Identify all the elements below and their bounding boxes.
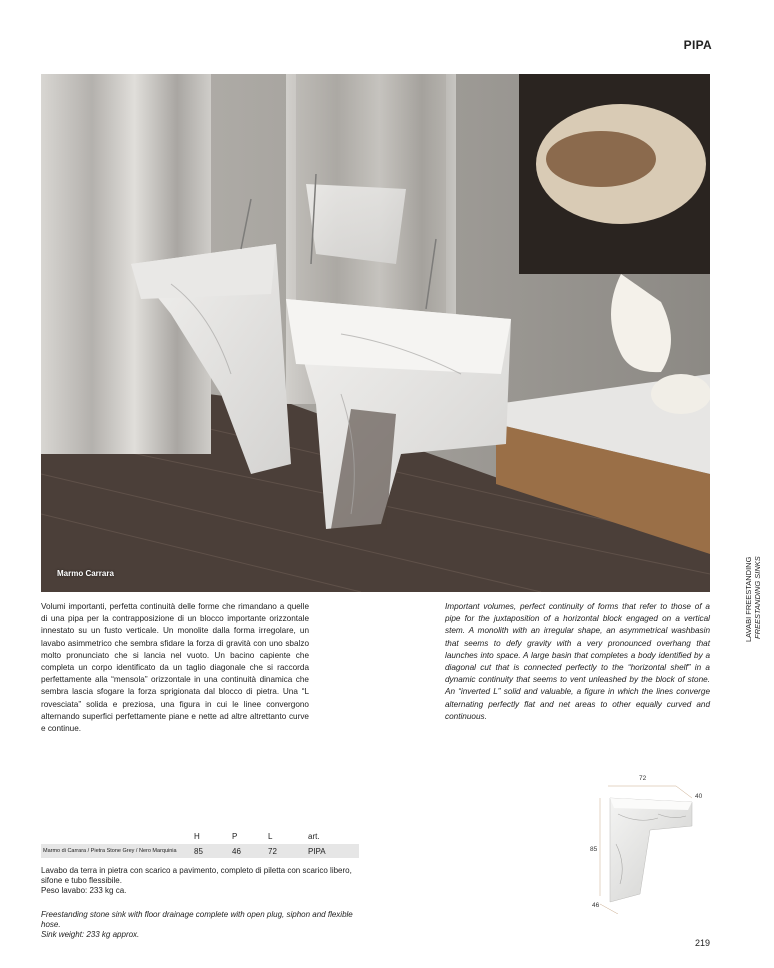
spec-cell-material: Marmo di Carrara / Pietra Stone Grey / Nero Marquinia	[43, 848, 177, 854]
sink-dimension-illustration	[588, 774, 710, 914]
spec-cell-l: 72	[268, 846, 277, 856]
spec-table	[41, 832, 359, 858]
spec-table-row	[41, 844, 359, 858]
product-description-it	[41, 866, 361, 896]
spec-table-header	[41, 832, 359, 844]
section-side-label	[742, 550, 774, 640]
bathroom-scene-image	[41, 74, 710, 592]
dimension-drawing	[588, 774, 710, 914]
hero-photo	[41, 74, 710, 592]
dimension-height: 85	[590, 846, 598, 853]
spec-header-p: P	[232, 832, 238, 841]
dimension-width: 72	[639, 775, 647, 782]
dimension-depth-base: 46	[592, 902, 600, 909]
side-label-en: FREESTANDING SINKS	[753, 556, 762, 639]
spec-header-l: L	[268, 832, 273, 841]
product-description-en	[41, 910, 361, 940]
spec-cell-h: 85	[194, 846, 203, 856]
product-description-en-line1: Freestanding stone sink with floor drainage complete with open plug, siphon and flexible hose.	[41, 910, 353, 929]
spec-cell-art: PIPA	[308, 846, 326, 856]
description-en: Important volumes, perfect continuity of forms that refer to those of a pipe for the juxtaposition of a horizontal block engaged on a vertical stem. A monolith with an irregular shape, an asymmetrical washbasin that seems to defy gravity with a very pronounced overhang that launches into space. A large basin that completes a body identified by a diagonal cut that is connected perfectly to the “horizontal shelf” in a dynamic continuity that seems to vent unleashed by the block of stone. An “inverted L” solid and valuable, a figure in which the lines converge alternating perfectly flat and net areas to other equally curved and continuous.	[445, 602, 710, 721]
product-name: PIPA	[683, 38, 712, 52]
spec-header-h: H	[194, 832, 200, 841]
dimension-depth-top: 40	[695, 793, 703, 800]
description-it: Volumi importanti, perfetta continuità delle forme che rimandano a quelle di una pipa per la contrapposizione di un blocco importante orizzontale innestato su un fusto verticale. Un monolite dalla forma irregolare, un lavabo asimmetrico che sembra sfidare la forza di gravità con uno sbalzo molto pronunciato che si lancia nel vuoto. Un bacino capiente che completa un corpo identificato da un taglio diagonale che si raccorda perfettamente alla “mensola” orizzontale in una continuità dinamica che sembra lascia sfogare la forza sprigionata dal blocco di pietra. Una “L rovesciata” solida e preziosa, una figura in cui le linee convergono alternando superfici perfettamente piane e nette ad altre altrettanto curve e continue.	[41, 602, 309, 734]
product-description-en-line2: Sink weight: 233 kg approx.	[41, 930, 140, 939]
spec-header-art: art.	[308, 832, 320, 841]
spec-cell-p: 46	[232, 846, 241, 856]
spec-header-material	[41, 832, 194, 844]
hero-caption: Marmo Carrara	[57, 569, 114, 578]
side-label-it: LAVABI FREESTANDING	[744, 556, 753, 642]
product-description-it-line2: Peso lavabo: 233 kg ca.	[41, 886, 127, 895]
product-description-it-line1: Lavabo da terra in pietra con scarico a pavimento, completo di piletta con scarico libero, sifone e tubo flessibile.	[41, 866, 352, 885]
page-number: 219	[694, 938, 710, 948]
